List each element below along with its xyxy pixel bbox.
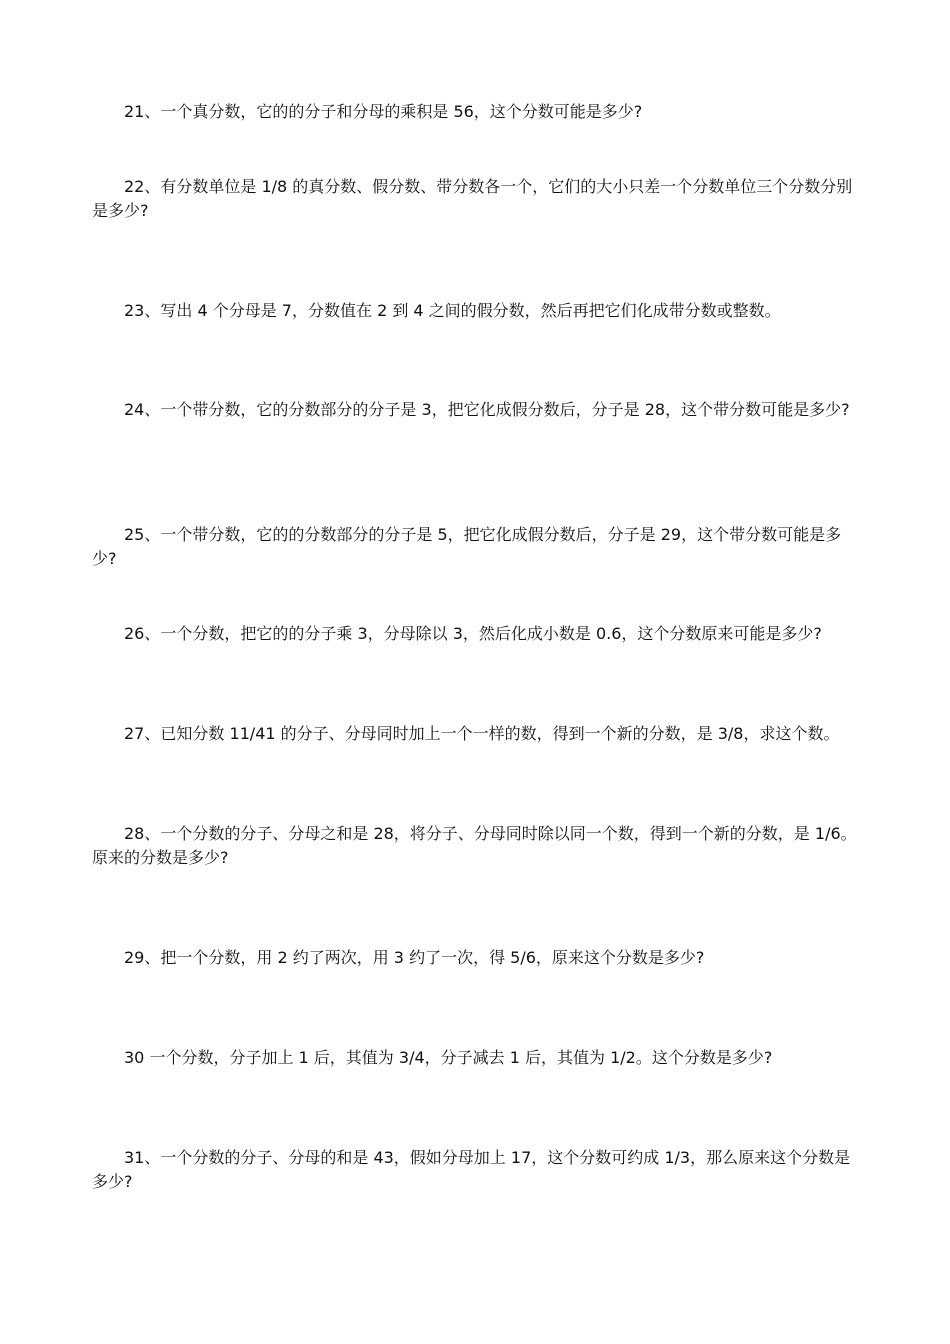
question-30: 30 一个分数，分子加上 1 后，其值为 3/4，分子减去 1 后，其值为 1/2。这个分数是多少? bbox=[124, 1048, 773, 1067]
question-31: 31、一个分数的分子、分母的和是 43，假如分母加上 17，这个分数可约成 1/3，那么原来这个分数是多少? bbox=[92, 1148, 851, 1191]
question-24: 24、一个带分数，它的分数部分的分子是 3，把它化成假分数后，分子是 28，这个带分数可能是多少? bbox=[124, 400, 850, 419]
question-25: 25、一个带分数，它的的分数部分的分子是 5，把它化成假分数后，分子是 29，这个带分数可能是多少? bbox=[92, 525, 842, 568]
question-26: 26、一个分数，把它的的分子乘 3，分母除以 3，然后化成小数是 0.6，这个分数原来可能是多少? bbox=[124, 624, 822, 643]
question-27: 27、已知分数 11/41 的分子、分母同时加上一个一样的数，得到一个新的分数，是 3/8，求这个数。 bbox=[124, 724, 840, 743]
question-29: 29、把一个分数，用 2 约了两次，用 3 约了一次，得 5/6，原来这个分数是多少? bbox=[124, 948, 705, 967]
question-28: 28、一个分数的分子、分母之和是 28，将分子、分母同时除以同一个数，得到一个新的分数，是 1/6。原来的分数是多少? bbox=[92, 824, 857, 867]
question-23: 23、写出 4 个分母是 7，分数值在 2 到 4 之间的假分数，然后再把它们化成带分数或整数。 bbox=[124, 301, 781, 320]
question-22: 22、有分数单位是 1/8 的真分数、假分数、带分数各一个，它们的大小只差一个分数单位三个分数分别是多少? bbox=[92, 177, 853, 220]
question-21: 21、一个真分数，它的的分子和分母的乘积是 56，这个分数可能是多少? bbox=[124, 102, 643, 121]
